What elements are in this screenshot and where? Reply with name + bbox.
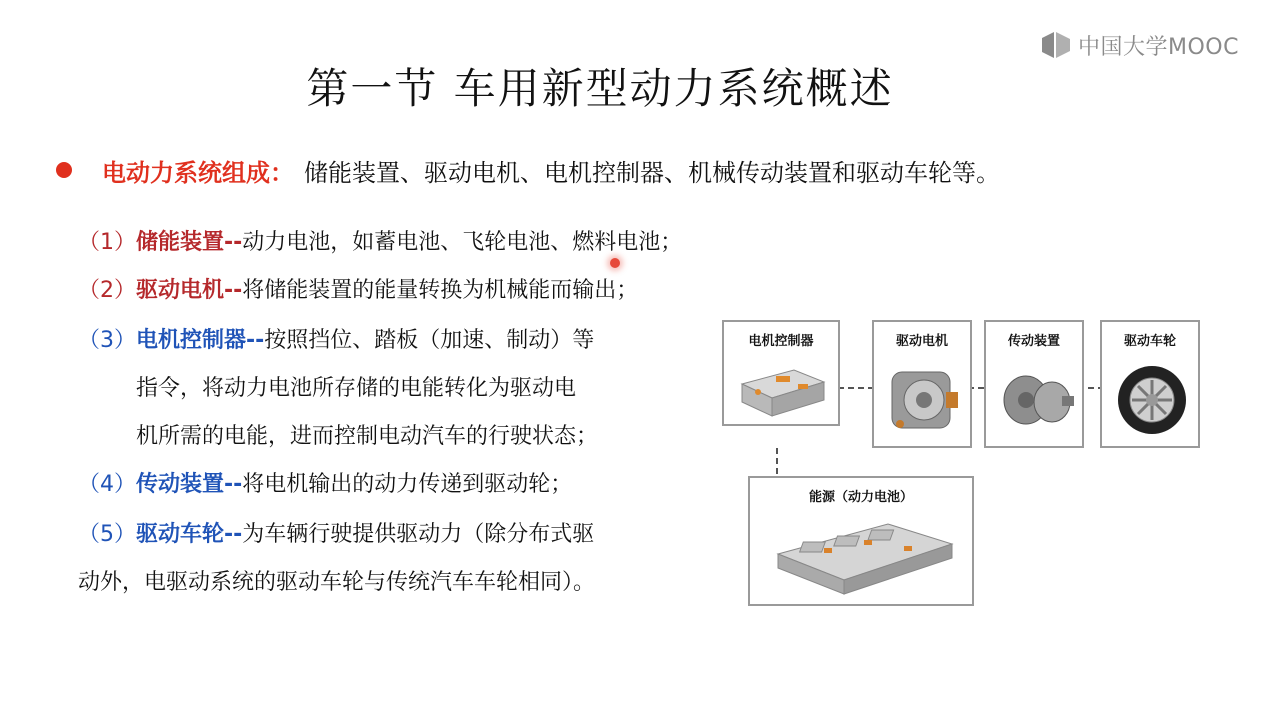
item-number: （3） xyxy=(78,328,136,353)
bullet-dot-icon xyxy=(56,162,72,178)
transmission-icon xyxy=(996,364,1076,436)
list-item-5 xyxy=(78,512,594,558)
item-number: （1） xyxy=(78,230,136,255)
item-3-continuation-2: 机所需的电能，进而控制电动汽车的行驶状态； xyxy=(136,424,599,449)
item-label: 驱动车轮-- xyxy=(136,522,243,547)
box-caption: 驱动车轮 xyxy=(1123,334,1176,349)
diagram-box-battery xyxy=(748,476,974,606)
list-item-4 xyxy=(78,462,572,508)
diagram-box-transmission xyxy=(984,320,1084,448)
diagram-box-motor xyxy=(872,320,972,448)
item-text: 为车辆行驶提供驱动力（除分布式驱 xyxy=(242,522,595,547)
item-text: 将电机输出的动力传递到驱动轮； xyxy=(242,472,573,497)
item-label: 电机控制器-- xyxy=(136,328,265,353)
bullet-text: 储能装置、驱动电机、电机控制器、机械传动装置和驱动车轮等。 xyxy=(304,158,1000,187)
logo-text: 中国大学MOOC xyxy=(1078,34,1239,60)
battery-pack-icon xyxy=(768,518,958,600)
mooc-logo-icon xyxy=(1040,32,1074,58)
box-caption: 能源（动力电池） xyxy=(808,490,913,505)
diagram-box-wheel xyxy=(1100,320,1200,448)
item-text: 将储能装置的能量转换为机械能而输出； xyxy=(242,278,639,303)
pointer-dot xyxy=(610,258,620,268)
bullet-line xyxy=(56,150,1000,190)
item-number: （4） xyxy=(78,472,136,497)
motor-controller-icon xyxy=(736,362,828,420)
electric-motor-icon xyxy=(886,362,962,438)
item-number: （5） xyxy=(78,522,136,547)
list-item-2 xyxy=(78,268,638,314)
item-3-continuation-1: 指令，将动力电池所存储的电能转化为驱动电 xyxy=(136,376,577,401)
item-label: 传动装置-- xyxy=(136,472,243,497)
slide-title: 第一节 车用新型动力系统概述 xyxy=(306,64,894,113)
item-text: 按照挡位、踏板（加速、制动）等 xyxy=(264,328,595,353)
bullet-label: 电动力系统组成： xyxy=(102,158,294,187)
item-label: 驱动电机-- xyxy=(136,278,243,303)
wheel-icon xyxy=(1114,362,1190,438)
box-caption: 驱动电机 xyxy=(895,334,948,349)
list-item-1 xyxy=(78,220,682,266)
box-caption: 传动装置 xyxy=(1007,334,1060,349)
list-item-3 xyxy=(78,318,594,364)
item-label: 储能装置-- xyxy=(136,230,243,255)
item-5-continuation: 动外，电驱动系统的驱动车轮与传统汽车车轮相同）。 xyxy=(78,570,596,595)
item-number: （2） xyxy=(78,278,136,303)
item-text: 动力电池，如蓄电池、飞轮电池、燃料电池； xyxy=(242,230,683,255)
box-caption: 电机控制器 xyxy=(748,334,814,349)
diagram-box-controller xyxy=(722,320,840,426)
